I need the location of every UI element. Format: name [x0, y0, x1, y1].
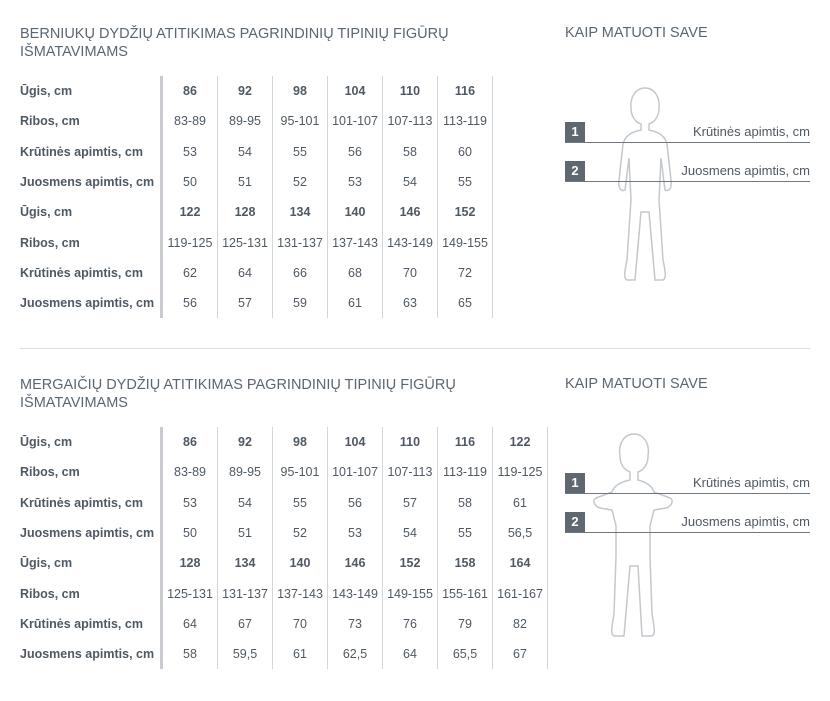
- value-cell: 54: [383, 518, 438, 548]
- value-cell: 55: [438, 167, 493, 197]
- value-cell: 56,5: [493, 518, 548, 548]
- value-cell: 64: [162, 609, 218, 639]
- value-cell: 70: [273, 609, 328, 639]
- value-cell: 137-143: [273, 578, 328, 608]
- value-cell: 60: [438, 137, 493, 167]
- measure-label: Juosmens apimtis, cm: [681, 163, 810, 178]
- table-row: [20, 258, 493, 288]
- table-row: [20, 288, 493, 318]
- table-row: [20, 548, 548, 578]
- boys-howto-heading: KAIP MATUOTI SAVE: [565, 25, 708, 41]
- value-cell: 52: [273, 518, 328, 548]
- boys-size-table: [20, 76, 493, 318]
- table-edge: [548, 609, 549, 639]
- value-cell: 89-95: [218, 106, 273, 136]
- value-cell: 67: [218, 609, 273, 639]
- row-label: Juosmens apimtis, cm: [20, 526, 155, 541]
- height-cell: 122: [493, 427, 548, 457]
- value-cell: 61: [328, 288, 383, 318]
- value-cell: 149-155: [383, 578, 438, 608]
- value-cell: 107-113: [383, 457, 438, 487]
- measure-line: [565, 142, 810, 143]
- height-cell: 134: [218, 548, 273, 578]
- row-label: Krūtinės apimtis, cm: [20, 495, 143, 510]
- value-cell: 119-125: [493, 457, 548, 487]
- measure-line: [565, 181, 810, 182]
- height-cell: 158: [438, 548, 493, 578]
- boys-measure-chest: [565, 122, 810, 142]
- height-cell: 92: [218, 427, 273, 457]
- height-cell: 104: [328, 76, 383, 106]
- value-cell: 54: [218, 137, 273, 167]
- row-label: Ūgis, cm: [20, 84, 73, 99]
- row-label: Ūgis, cm: [20, 556, 73, 571]
- girls-section-title: MERGAIČIŲ DYDŽIŲ ATITIKIMAS PAGRINDINIŲ TIPINIŲ FIGŪRŲ IŠMATAVIMAMS: [20, 377, 456, 411]
- value-cell: 64: [218, 258, 273, 288]
- section-divider: [20, 348, 810, 349]
- measure-line: [565, 532, 810, 533]
- value-cell: 53: [328, 167, 383, 197]
- value-cell: 56: [328, 137, 383, 167]
- value-cell: 51: [218, 518, 273, 548]
- boys-section-title: BERNIUKŲ DYDŽIŲ ATITIKIMAS PAGRINDINIŲ TIPINIŲ FIGŪRŲ IŠMATAVIMAMS: [20, 26, 449, 60]
- measure-label: Juosmens apimtis, cm: [681, 514, 810, 529]
- table-edge: [493, 258, 494, 288]
- value-cell: 61: [493, 488, 548, 518]
- table-row: [20, 609, 548, 639]
- height-cell: 98: [273, 76, 328, 106]
- value-cell: 64: [383, 639, 438, 669]
- value-cell: 149-155: [438, 227, 493, 257]
- height-cell: 98: [273, 427, 328, 457]
- girls-measure-waist: [565, 512, 810, 532]
- height-cell: 110: [383, 427, 438, 457]
- height-cell: 140: [328, 197, 383, 227]
- value-cell: 62,5: [328, 639, 383, 669]
- value-cell: 59: [273, 288, 328, 318]
- value-cell: 55: [273, 137, 328, 167]
- height-cell: 146: [328, 548, 383, 578]
- value-cell: 53: [328, 518, 383, 548]
- row-label: Ribos, cm: [20, 465, 80, 480]
- measure-label: Krūtinės apimtis, cm: [692, 475, 810, 490]
- value-cell: 68: [328, 258, 383, 288]
- table-row: [20, 518, 548, 548]
- table-row: [20, 639, 548, 669]
- value-cell: 65: [438, 288, 493, 318]
- value-cell: 54: [383, 167, 438, 197]
- row-label: Ūgis, cm: [20, 435, 73, 450]
- row-label: Ribos, cm: [20, 114, 80, 129]
- value-cell: 51: [218, 167, 273, 197]
- row-label: Krūtinės apimtis, cm: [20, 616, 143, 631]
- value-cell: 61: [273, 639, 328, 669]
- value-cell: 65,5: [438, 639, 493, 669]
- value-cell: 131-137: [218, 578, 273, 608]
- value-cell: 52: [273, 167, 328, 197]
- value-cell: 67: [493, 639, 548, 669]
- height-cell: 86: [162, 427, 218, 457]
- value-cell: 70: [383, 258, 438, 288]
- value-cell: 56: [162, 288, 218, 318]
- table-edge: [548, 578, 549, 608]
- row-label: Krūtinės apimtis, cm: [20, 265, 143, 280]
- height-cell: 116: [438, 76, 493, 106]
- value-cell: 143-149: [383, 227, 438, 257]
- value-cell: 56: [328, 488, 383, 518]
- value-cell: 55: [438, 518, 493, 548]
- value-cell: 113-119: [438, 457, 493, 487]
- measure-number-badge: 1: [565, 122, 585, 142]
- value-cell: 143-149: [328, 578, 383, 608]
- value-cell: 54: [218, 488, 273, 518]
- value-cell: 89-95: [218, 457, 273, 487]
- girl-figure-icon: [590, 430, 680, 650]
- table-edge: [548, 488, 549, 518]
- height-cell: 140: [273, 548, 328, 578]
- value-cell: 57: [218, 288, 273, 318]
- table-row: [20, 76, 493, 106]
- value-cell: 95-101: [273, 106, 328, 136]
- value-cell: 101-107: [328, 457, 383, 487]
- height-cell: 134: [273, 197, 328, 227]
- table-row: [20, 137, 493, 167]
- value-cell: 95-101: [273, 457, 328, 487]
- measure-number-badge: 2: [565, 161, 585, 181]
- value-cell: 155-161: [438, 578, 493, 608]
- table-edge: [548, 457, 549, 487]
- row-label: Ribos, cm: [20, 586, 80, 601]
- measure-line: [565, 493, 810, 494]
- girls-howto-heading: KAIP MATUOTI SAVE: [565, 376, 708, 392]
- value-cell: 83-89: [162, 457, 218, 487]
- value-cell: 53: [162, 137, 218, 167]
- value-cell: 82: [493, 609, 548, 639]
- boys-measure-waist: [565, 161, 810, 181]
- table-edge: [548, 639, 549, 669]
- value-cell: 76: [383, 609, 438, 639]
- height-cell: 116: [438, 427, 493, 457]
- table-row: [20, 106, 493, 136]
- table-row: [20, 227, 493, 257]
- height-cell: 128: [218, 197, 273, 227]
- table-edge: [548, 518, 549, 548]
- girls-measure-chest: [565, 473, 810, 493]
- value-cell: 66: [273, 258, 328, 288]
- table-edge: [493, 137, 494, 167]
- row-label: Ūgis, cm: [20, 205, 73, 220]
- table-edge: [493, 76, 494, 106]
- height-cell: 164: [493, 548, 548, 578]
- table-row: [20, 488, 548, 518]
- table-edge: [493, 167, 494, 197]
- value-cell: 59,5: [218, 639, 273, 669]
- height-cell: 122: [162, 197, 218, 227]
- value-cell: 137-143: [328, 227, 383, 257]
- boy-figure-icon: [605, 80, 695, 300]
- row-label: Juosmens apimtis, cm: [20, 296, 155, 311]
- value-cell: 119-125: [162, 227, 218, 257]
- table-edge: [493, 197, 494, 227]
- value-cell: 101-107: [328, 106, 383, 136]
- value-cell: 113-119: [438, 106, 493, 136]
- value-cell: 58: [383, 137, 438, 167]
- measure-number-badge: 1: [565, 473, 585, 493]
- value-cell: 62: [162, 258, 218, 288]
- height-cell: 86: [162, 76, 218, 106]
- value-cell: 50: [162, 167, 218, 197]
- value-cell: 83-89: [162, 106, 218, 136]
- table-row: [20, 167, 493, 197]
- value-cell: 161-167: [493, 578, 548, 608]
- row-label: Ribos, cm: [20, 235, 80, 250]
- row-label: Juosmens apimtis, cm: [20, 647, 155, 662]
- table-edge: [493, 106, 494, 136]
- table-row: [20, 457, 548, 487]
- value-cell: 63: [383, 288, 438, 318]
- row-label: Juosmens apimtis, cm: [20, 175, 155, 190]
- row-label: Krūtinės apimtis, cm: [20, 144, 143, 159]
- value-cell: 55: [273, 488, 328, 518]
- value-cell: 72: [438, 258, 493, 288]
- measure-number-badge: 2: [565, 512, 585, 532]
- table-edge: [548, 548, 549, 578]
- value-cell: 107-113: [383, 106, 438, 136]
- value-cell: 53: [162, 488, 218, 518]
- table-edge: [493, 227, 494, 257]
- value-cell: 58: [438, 488, 493, 518]
- table-row: [20, 578, 548, 608]
- table-edge: [548, 427, 549, 457]
- height-cell: 128: [162, 548, 218, 578]
- value-cell: 131-137: [273, 227, 328, 257]
- height-cell: 92: [218, 76, 273, 106]
- value-cell: 58: [162, 639, 218, 669]
- table-row: [20, 197, 493, 227]
- height-cell: 152: [438, 197, 493, 227]
- table-edge: [493, 288, 494, 318]
- height-cell: 110: [383, 76, 438, 106]
- girls-size-table: [20, 427, 548, 669]
- height-cell: 152: [383, 548, 438, 578]
- table-row: [20, 427, 548, 457]
- value-cell: 79: [438, 609, 493, 639]
- height-cell: 146: [383, 197, 438, 227]
- value-cell: 125-131: [162, 578, 218, 608]
- value-cell: 57: [383, 488, 438, 518]
- value-cell: 73: [328, 609, 383, 639]
- height-cell: 104: [328, 427, 383, 457]
- value-cell: 50: [162, 518, 218, 548]
- value-cell: 125-131: [218, 227, 273, 257]
- measure-label: Krūtinės apimtis, cm: [692, 124, 810, 139]
